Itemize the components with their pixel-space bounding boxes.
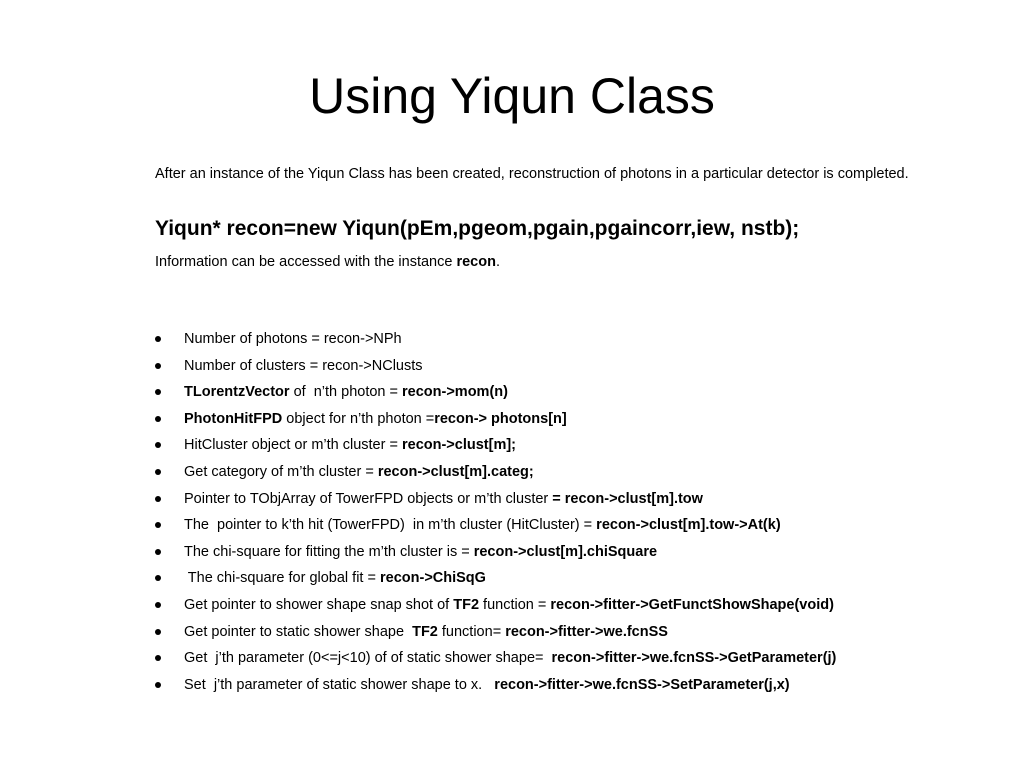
bullet-icon [155, 416, 161, 422]
bullet-text [184, 459, 534, 486]
bullet-text-plain: The chi-square for fitting the m’th cluster is = [184, 543, 474, 560]
bullet-text-plain: The pointer to k’th hit (TowerFPD) in m’th cluster (HitCluster) = [184, 517, 597, 534]
bullet-icon [155, 363, 161, 369]
bullet-text-plain: Get category of m’th cluster = [184, 463, 378, 480]
bullet-text-bold: recon->fitter->we.fcnSS->SetParameter(j,x) [494, 676, 790, 693]
bullet-text-plain: Get pointer to shower shape snap shot of [184, 596, 454, 613]
bullet-text-bold: TF2 [453, 596, 480, 613]
bullet-text-plain: Number of photons = recon->NPh [184, 331, 402, 347]
bullet-text [184, 619, 668, 646]
bullet-text-plain-2: function= [437, 623, 506, 640]
bullet-icon [155, 336, 161, 342]
bullet-text-bold: recon->clust[m].categ; [377, 463, 534, 480]
bullet-text [184, 486, 703, 513]
bullet-text-bold: recon->clust[m].tow->At(k) [596, 517, 781, 534]
bullet-text-bold: recon->fitter->we.fcnSS->GetParameter(j) [551, 650, 837, 667]
bullet-text-plain: HitCluster object or m’th cluster = [184, 437, 402, 454]
bullet-icon [155, 655, 161, 661]
bullet-text-bold: PhotonHitFPD [184, 410, 283, 427]
bullet-text [184, 539, 657, 566]
intro-paragraph: After an instance of the Yiqun Class has been created, reconstruction of photons in a particular detector is completed. [155, 166, 909, 182]
slide-title: Using Yiqun Class [309, 68, 715, 124]
bullet-text [184, 353, 423, 380]
bullet-text [184, 565, 486, 592]
bullet-icon [155, 629, 161, 635]
bullet-icon [155, 602, 161, 608]
bullet-text-plain: Get pointer to static shower shape [184, 623, 413, 640]
bullet-text [184, 645, 836, 672]
bullet-text-bold-2: recon->fitter->we.fcnSS [505, 623, 668, 640]
bullet-text [184, 592, 834, 619]
bullet-text [184, 672, 790, 699]
bullet-text [184, 326, 402, 353]
bullet-text-bold-2: recon->fitter->GetFunctShowShape(void) [550, 596, 834, 613]
info-text: Information can be accessed with the instance [155, 254, 457, 270]
bullet-icon [155, 469, 161, 475]
info-instance-name: recon [456, 254, 496, 270]
bullet-text [184, 379, 508, 406]
bullet-text [184, 406, 567, 433]
info-line [155, 250, 500, 274]
bullet-text-bold: recon->ChiSqG [380, 570, 486, 587]
bullet-text-plain: Number of clusters = recon->NClusts [184, 357, 423, 374]
bullet-icon [155, 682, 161, 688]
bullet-text-bold: recon->clust[m]; [401, 437, 516, 454]
bullet-text-bold-2: recon->mom(n) [402, 384, 508, 401]
bullet-text-bold: TF2 [412, 623, 438, 640]
bullet-icon [155, 496, 161, 502]
bullet-text-plain-2: object for n’th photon = [282, 410, 435, 427]
bullet-icon [155, 389, 161, 395]
bullet-text-bold: TLorentzVector [184, 384, 290, 401]
bullet-text-plain: The chi-square for global fit = [184, 570, 380, 587]
bullet-text-plain: Set j’th parameter of static shower shape to x. [184, 676, 495, 693]
info-end: . [495, 254, 500, 270]
bullet-text-plain-2: function = [479, 596, 551, 613]
constructor-code-line: Yiqun* recon=new Yiqun(pEm,pgeom,pgain,pgaincorr,iew, nstb); [155, 217, 800, 240]
bullet-text-plain: Get j’th parameter (0<=j<10) of of static shower shape= [184, 650, 552, 667]
bullet-text [184, 432, 516, 459]
bullet-text-bold: = recon->clust[m].tow [552, 490, 703, 507]
bullet-icon [155, 549, 161, 555]
bullet-icon [155, 522, 161, 528]
bullet-text-plain: Pointer to TObjArray of TowerFPD objects or m’th cluster [184, 490, 553, 507]
bullet-text-bold-2: recon-> photons[n] [434, 410, 567, 427]
bullet-text [184, 512, 781, 539]
bullet-icon [155, 575, 161, 581]
bullet-text-plain-2: of n’th photon = [289, 384, 403, 401]
bullet-text-bold: recon->clust[m].chiSquare [473, 543, 658, 560]
bullet-icon [155, 442, 161, 448]
